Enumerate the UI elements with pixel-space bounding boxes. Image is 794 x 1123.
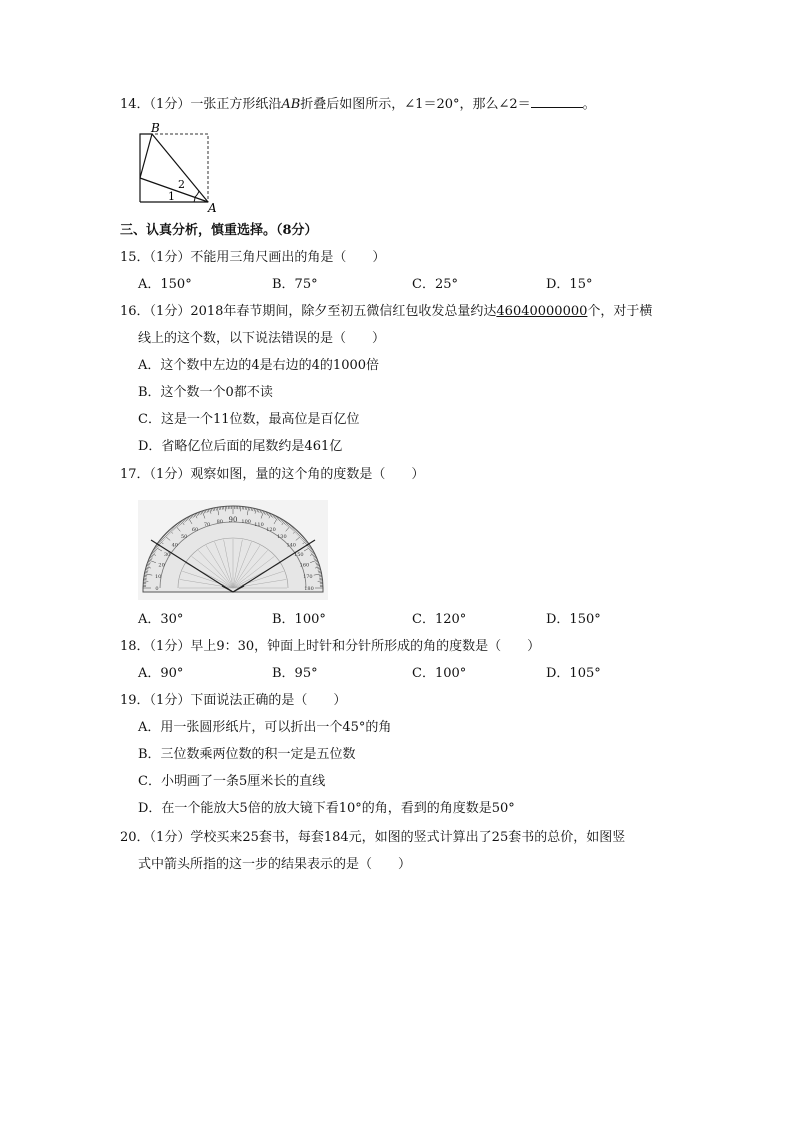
q14-label-angle2: 2 <box>178 178 185 191</box>
q15-options <box>138 276 678 294</box>
question-15-stem: 15．（1分）不能用三角尺画出的角是（ ） <box>120 250 386 265</box>
q16-stem-pre: 16．（1分）2018年春节期间，除夕至初五微信红包收发总量约达 <box>120 304 497 319</box>
protractor-scale-label: 150 <box>294 552 304 558</box>
q18-option-a[interactable]: A．90° <box>138 666 184 681</box>
protractor-scale-label: 120 <box>266 527 276 534</box>
question-14-stem <box>120 94 596 114</box>
question-16-stem <box>120 303 652 321</box>
q16-underlined-number: 46040000000 <box>496 304 588 319</box>
section-3-heading: 三、认真分析，慎重选择。（8分） <box>120 223 318 238</box>
q14-end: 。 <box>582 97 596 112</box>
q19-option-a[interactable]: A．用一张圆形纸片，可以折出一个45°的角 <box>138 720 392 735</box>
q17-option-c[interactable]: C．120° <box>412 612 467 627</box>
q16-option-d[interactable]: D．省略亿位后面的尾数约是461亿 <box>138 439 343 454</box>
protractor-scale-label: 110 <box>254 522 264 529</box>
q19-option-d[interactable]: D．在一个能放大5倍的放大镜下看10°的角，看到的角度数是50° <box>138 801 515 816</box>
protractor-scale-label: 10 <box>154 574 162 581</box>
q19-option-c[interactable]: C．小明画了一条5厘米长的直线 <box>138 774 326 789</box>
question-18-stem: 18．（1分）早上9：30，钟面上时针和分针所形成的角的度数是（ ） <box>120 639 541 654</box>
protractor-scale-label: 90 <box>228 516 238 524</box>
q14-angle1-arc <box>194 197 195 202</box>
q15-option-c[interactable]: C．25° <box>412 277 458 292</box>
q14-folded-side <box>140 134 152 178</box>
q14-angle2-arc <box>195 191 199 197</box>
q18-options <box>138 665 678 683</box>
protractor-scale-label: 130 <box>277 533 287 540</box>
question-20-stem: 20．（1分）学校买来25套书，每套184元，如图的竖式计算出了25套书的总价，如图竖 <box>120 830 626 845</box>
question-20-stem-line2: 式中箭头所指的这一步的结果表示的是（ ） <box>138 857 412 872</box>
q16-option-c[interactable]: C．这是一个11位数，最高位是百亿位 <box>138 412 360 427</box>
q17-options <box>138 611 678 629</box>
question-16-stem-line2: 线上的这个数，以下说法错误的是（ ） <box>138 331 386 346</box>
protractor-scale-label: 80 <box>216 519 223 526</box>
q16-stem-post: 个，对于横 <box>587 304 653 319</box>
q17-protractor-figure <box>138 500 328 600</box>
protractor-scale-label: 170 <box>303 574 313 581</box>
protractor-scale-label: 180 <box>304 586 314 592</box>
protractor-scale-label: 30 <box>163 552 171 558</box>
protractor-scale-label: 140 <box>286 542 296 549</box>
question-19-stem: 19．（1分）下面说法正确的是（ ） <box>120 693 347 708</box>
protractor-scale-label: 60 <box>191 527 199 534</box>
q18-option-b[interactable]: B．95° <box>272 666 318 681</box>
q17-option-b[interactable]: B．100° <box>272 612 326 627</box>
q15-option-a[interactable]: A．150° <box>138 277 192 292</box>
protractor-scale-label: 50 <box>180 533 188 540</box>
q14-label-b: B <box>151 121 160 135</box>
q14-label-angle1: 1 <box>168 190 175 203</box>
q14-label-a: A <box>208 201 217 214</box>
q14-prefix: 14．（1分）一张正方形纸沿 <box>120 97 282 112</box>
q14-folded-square-figure <box>128 120 220 214</box>
question-17-stem: 17．（1分）观察如图，量的这个角的度数是（ ） <box>120 467 425 482</box>
q14-square-edges <box>140 134 152 202</box>
protractor-scale-label: 70 <box>203 522 211 529</box>
q15-option-d[interactable]: D．15° <box>546 277 593 292</box>
protractor-scale-label: 40 <box>171 542 178 549</box>
q17-option-a[interactable]: A．30° <box>138 612 184 627</box>
q16-option-a[interactable]: A．这个数中左边的4是右边的4的1000倍 <box>138 358 380 373</box>
protractor-scale-label: 20 <box>158 562 165 569</box>
q15-option-b[interactable]: B．75° <box>272 277 318 292</box>
protractor-scale-label: 0 <box>155 586 159 592</box>
q16-option-b[interactable]: B．这个数一个0都不读 <box>138 385 273 400</box>
q18-option-c[interactable]: C．100° <box>412 666 467 681</box>
q19-option-b[interactable]: B．三位数乘两位数的积一定是五位数 <box>138 747 356 762</box>
q14-mid: 折叠后如图所示，∠1＝20°，那么∠2＝ <box>300 97 531 112</box>
q17-option-d[interactable]: D．150° <box>546 612 601 627</box>
protractor-scale-label: 160 <box>299 562 310 569</box>
q14-ab: AB <box>281 97 301 112</box>
q14-answer-blank[interactable] <box>531 94 583 108</box>
q18-option-d[interactable]: D．105° <box>546 666 601 681</box>
protractor-scale-label: 100 <box>241 519 251 526</box>
